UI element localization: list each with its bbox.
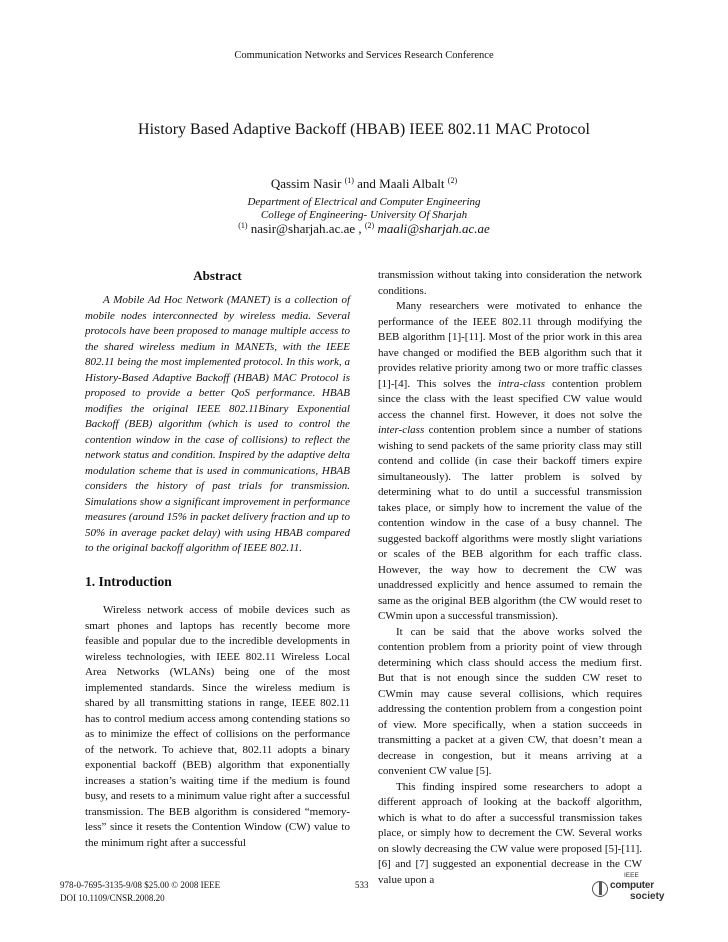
- email-1: nasir@sharjah.ac.ae: [250, 221, 356, 236]
- emphasis: inter-class: [378, 424, 425, 436]
- email-2: maali@sharjah.ac.ae: [377, 221, 490, 236]
- conference-header: Communication Networks and Services Research Conference: [234, 50, 494, 61]
- computer-society-logo: [592, 872, 682, 906]
- abstract-heading: Abstract: [193, 268, 242, 283]
- affiliation-college: College of Engineering- University Of Sharjah: [260, 209, 468, 221]
- email-sup: (2): [364, 221, 375, 230]
- section-heading: 1. Introduction: [85, 574, 172, 589]
- globe-icon: [592, 881, 608, 897]
- paragraph-part: contention problem since the class with the least specified CW value would access the channel first. However, it does not solve the: [378, 377, 642, 421]
- paragraph-part: Many researchers were motivated to enhance the performance of the IEEE 802.11 through modifying the BEB algorithm [1]-[11]. Most of the prior work in this area have changed or modified the BEB algorithm such that it provides relative priority among two or more traffic classes [1]-[4]. This solves the: [378, 300, 642, 390]
- email-sup: (1): [238, 221, 248, 230]
- author-and: and: [357, 176, 376, 191]
- paragraph: This finding inspired some researchers to adopt a different approach of looking at the backoff algorithm, which is what to do after a successful transmission takes place, or simply how to decrement the CW. Several works on slowly decreasing the CW value were proposed [5]-[11]. [6] and [7] suggested an exponential decrease in the CW value upon a: [378, 780, 642, 886]
- logo-ieee: IEEE: [624, 872, 639, 879]
- footer-isbn: 978-0-7695-3135-9/08 $25.00 © 2008 IEEE: [60, 880, 221, 890]
- author-sup: (2): [447, 176, 458, 185]
- author-sup: (1): [344, 176, 354, 185]
- paragraph: [378, 299, 642, 625]
- author-line: [0, 176, 728, 192]
- abstract-text: A Mobile Ad Hoc Network (MANET) is a collection of mobile nodes interconnected by wireless media. Several protocols have been proposed to manage multiple access to the shared wireless medium in MANETs, with the IEEE 802.11 being the most implemented protocol. In this work, a History-Based Adaptive Backoff (HBAB) MAC Protocol is proposed to provide a better QoS performance. HBAB modifies the original IEEE 802.11Binary Exponential Backoff (BEB) algorithm (which is used to control the contention window in the case of collisions) to reflect the network status and condition. Inspired by the adaptive delta modulation scheme that is used in communications, HBAB considers the history of past trials for transmission. Simulations show a significant improvement in performance measures (around 15% in packet delivery fraction and up to 50% in average packet delay) with using HBAB compared to the original backoff algorithm of IEEE 802.11.: [85, 294, 350, 554]
- footer-doi: DOI 10.1109/CNSR.2008.20: [60, 893, 165, 903]
- intro-body: [85, 603, 350, 851]
- author-name: Qassim Nasir: [270, 176, 342, 191]
- paragraph: It can be said that the above works solved the contention problem from a priority point of view through determining which class should access the medium first. But that is not enough since the sudden CW reset to CWmin may cause several collisions, which requires addressing the contention problem from a congestion point of view. More specifically, when a station succeeds in transmitting a packet at a given CW, that doesn’t mean a decrease in congestion, but it means arriving at a convenient CW value [5].: [378, 625, 642, 777]
- logo-computer: computer: [610, 880, 654, 891]
- abstract-body: [85, 293, 350, 557]
- paper-title: History Based Adaptive Backoff (HBAB) IEEE 802.11 MAC Protocol: [138, 121, 590, 138]
- paragraph: transmission without taking into consideration the network conditions.: [378, 269, 642, 297]
- page-number: 533: [355, 880, 369, 890]
- logo-society: society: [630, 891, 665, 902]
- paragraph-part: contention problem since a number of stations wishing to send packets of the same priority class may still contend and collide (in case their backoff timers expire simultaneously). The latter problem is solved by determining what to do until a successful transmission takes place, or simply how to increment the value of the contention window in the case of a busy channel. The suggested backoff algorithms were mostly slight variations or scales of the BEB algorithm for each traffic class. However, the way how to decrement the CW was unaddressed explicitly and hence assumed to remain the same as the original BEB algorithm (the CW would reset to CWmin upon a successful transmission).: [378, 424, 642, 622]
- right-column: [378, 268, 642, 888]
- intro-paragraph: Wireless network access of mobile devices such as smart phones and laptops has recently become more feasible and popular due to the incredible developments in wireless technologies, with IEEE 802.11 Wireless Local Area Networks (WLANs) being one of the most implemented standards. Since the wireless medium is shared by all transmitting stations in range, IEEE 802.11 has to control medium access among contending stations so as to minimize the effect of collisions on the performance of the network. To achieve that, 802.11 adopts a binary exponential backoff (BEB) algorithm that exponentially increases a station’s waiting time if the medium is found busy, and resets to a minimum value right after a successful transmission. The BEB algorithm is considered “memory-less” since it resets the Contention Window (CW) value to the minimum right after a successful: [85, 604, 350, 849]
- affiliation-department: Department of Electrical and Computer Engineering: [247, 196, 481, 208]
- emphasis: intra-class: [498, 377, 546, 390]
- email-separator: ,: [358, 221, 362, 236]
- email-line: [0, 221, 728, 237]
- author-name: Maali Albalt: [379, 176, 445, 191]
